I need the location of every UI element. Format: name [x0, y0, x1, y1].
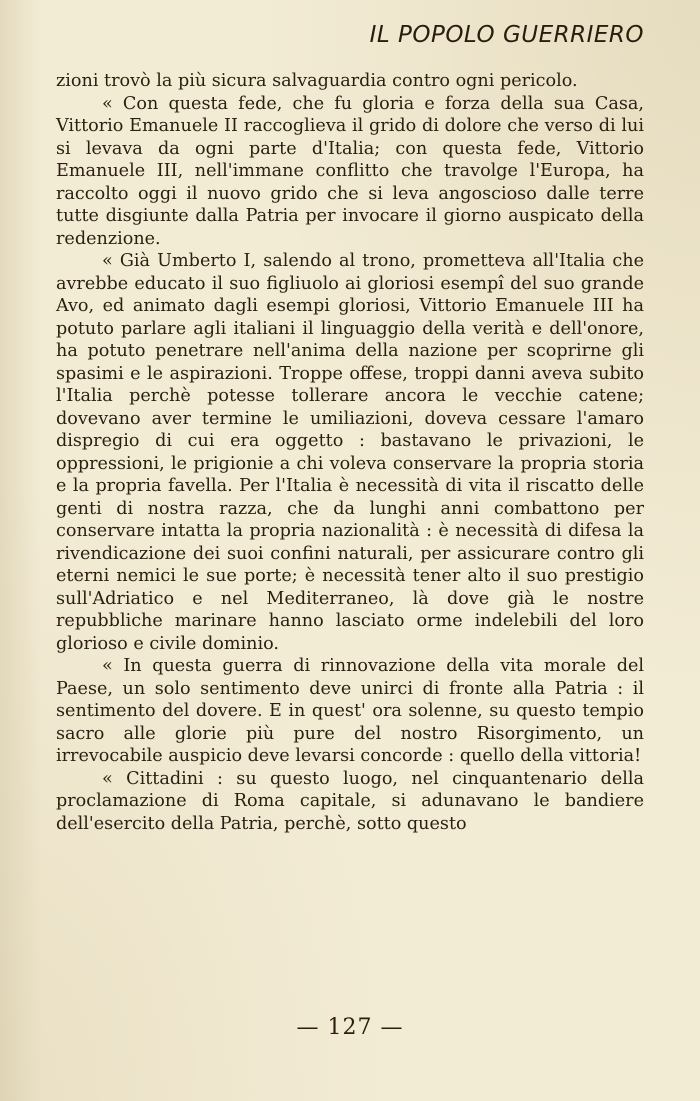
paragraph: « Cittadini : su questo luogo, nel cinquantenario della proclamazione di Roma capitale, si adunavano le bandiere dell'esercito della Patria, perchè, sotto questo — [56, 768, 644, 834]
paragraph: « Con questa fede, che fu gloria e forza della sua Casa, Vittorio Emanuele II raccoglieva il grido di dolore che verso di lui si levava da ogni parte d'Italia; con questa fede, Vittorio Emanuele III, nell'immane conflitto che travolge l'Europa, ha raccolto oggi il nuovo grido che si leva angoscioso dalle terre tutte disgiunte dalla Patria per invocare il giorno auspicato della redenzione. — [56, 93, 644, 249]
running-head: IL POPOLO GUERRIERO — [369, 22, 644, 48]
body-text — [56, 70, 644, 835]
paragraph: « In questa guerra di rinnovazione della vita morale del Paese, un solo sentimento deve unirci di fronte alla Patria : il sentimento del dovere. E in quest' ora solenne, su questo tempio sacro alle glorie più pure del nostro Risorgimento, un irrevocabile auspicio deve levarsi concorde : quello della vittoria! — [56, 656, 644, 766]
paragraph: zioni trovò la più sicura salvaguardia contro ogni pericolo. — [56, 71, 578, 91]
page-number: — 127 — — [296, 1015, 404, 1040]
paragraph: « Già Umberto I, salendo al trono, prometteva all'Italia che avrebbe educato il suo figliuolo ai gloriosi esempî del suo grande Avo, ed animato dagli esempi gloriosi, Vittorio Emanuele III ha potuto parlare agli italiani il linguaggio della verità e dell'onore, ha potuto penetrare nell'anima della nazione per scoprirne gli spasimi e le aspirazioni. Troppe offese, troppi danni aveva subito l'Italia perchè potesse tollerare ancora le vecchie catene; dovevano aver termine le umiliazioni, doveva cessare l'amaro dispregio di cui era oggetto : bastavano le privazioni, le oppressioni, le prigionie a chi voleva conservare la propria storia e la propria favella. Per l'Italia è necessità di vita il riscatto delle genti di nostra razza, che da lunghi anni combattono per conservare intatta la propria nazionalità : è necessità di difesa la rivendicazione dei suoi confini naturali, per assicurare contro gli eterni nemici le sue porte; è necessità tener alto il suo prestigio sull'Adriatico e nel Mediterraneo, là dove già le nostre repubbliche marinare hanno lasciato orme indelebili del loro glorioso e civile dominio. — [56, 251, 644, 654]
